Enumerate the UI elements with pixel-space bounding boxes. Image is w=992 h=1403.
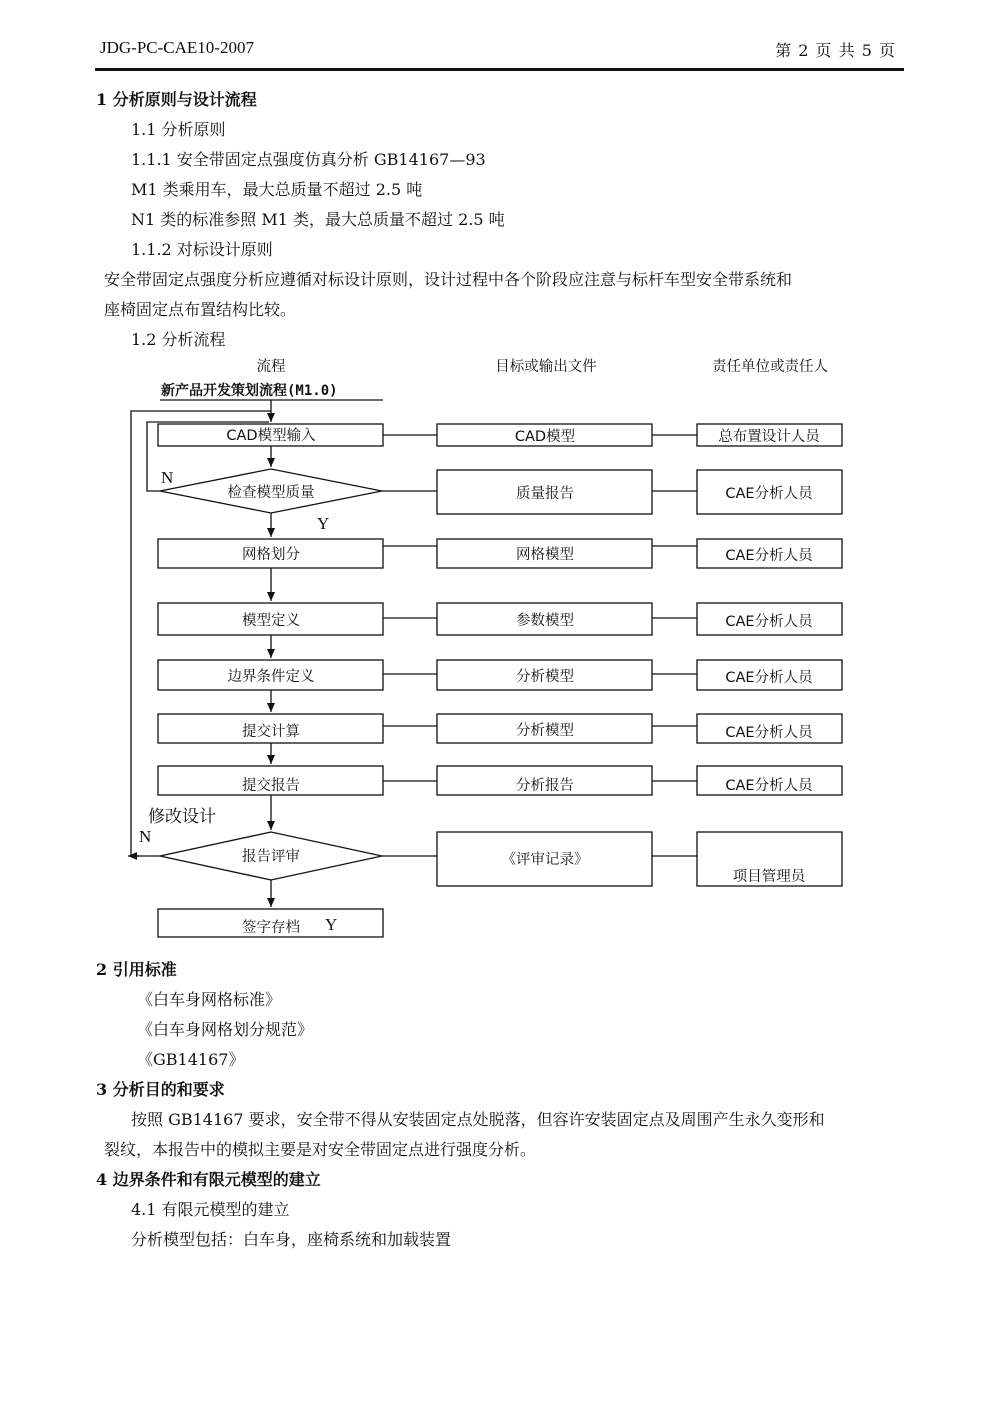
- reference-2: 《白车身网格划分规范》: [137, 1020, 314, 1039]
- header-rule: [95, 68, 904, 71]
- section-2-title: 2 引用标准: [96, 960, 177, 979]
- owner-step-6: CAE分析人员: [725, 725, 813, 741]
- process-step-5: 边界条件定义: [227, 669, 315, 685]
- col-header-output: 目标或输出文件: [495, 359, 597, 375]
- section-4-1: 4.1 有限元模型的建立: [131, 1200, 290, 1219]
- n1-line: N1 类的标准参照 M1 类，最大总质量不超过 2.5 吨: [131, 210, 505, 229]
- output-step-3: 网格模型: [516, 547, 574, 563]
- paragraph-4: 分析模型包括：白车身，座椅系统和加载装置: [131, 1230, 452, 1249]
- owner-step-7: CAE分析人员: [725, 778, 813, 794]
- doc-id: JDG-PC-CAE10-2007: [100, 38, 254, 57]
- process-step-1: CAD模型输入: [226, 428, 316, 444]
- owner-step-5: CAE分析人员: [725, 670, 813, 686]
- reference-3: 《GB14167》: [137, 1050, 245, 1069]
- m1-line: M1 类乘用车，最大总质量不超过 2.5 吨: [131, 180, 423, 199]
- yes-label-check: Y: [317, 514, 330, 533]
- no-label-review: N: [139, 827, 152, 846]
- process-step-6: 提交计算: [242, 724, 300, 740]
- col-header-owner: 责任单位或责任人: [712, 359, 828, 375]
- section-4-title: 4 边界条件和有限元模型的建立: [96, 1170, 321, 1189]
- yes-label-review: Y: [325, 915, 338, 934]
- section-1-1-2: 1.1.2 对标设计原则: [131, 240, 273, 259]
- section-1-title: 1 分析原则与设计流程: [96, 90, 257, 109]
- flowchart: [0, 350, 992, 950]
- owner-step-4: CAE分析人员: [725, 614, 813, 630]
- section-1-2: 1.2 分析流程: [131, 330, 226, 349]
- paragraph-1-line-a: 安全带固定点强度分析应遵循对标设计原则，设计过程中各个阶段应注意与标杆车型安全带系统和: [104, 270, 793, 289]
- page-number: 第 2 页 共 5 页: [775, 41, 896, 60]
- owner-step-8: 项目管理员: [732, 869, 806, 885]
- process-step-2: 检查模型质量: [227, 485, 315, 501]
- owner-step-1: 总布置设计人员: [718, 429, 820, 445]
- owner-step-3: CAE分析人员: [725, 548, 813, 564]
- start-label: 新产品开发策划流程(M1.0): [161, 383, 338, 399]
- col-header-process: 流程: [256, 359, 286, 375]
- output-step-8: 《评审记录》: [501, 852, 589, 868]
- process-step-3: 网格划分: [242, 547, 300, 563]
- revise-label: 修改设计: [148, 807, 216, 827]
- output-step-6: 分析模型: [516, 723, 574, 739]
- process-step-8: 报告评审: [242, 849, 300, 865]
- paragraph-1-line-b: 座椅固定点布置结构比较。: [104, 300, 297, 319]
- output-step-1: CAD模型: [514, 429, 576, 445]
- output-step-7: 分析报告: [516, 778, 574, 794]
- paragraph-3-line-a: 按照 GB14167 要求，安全带不得从安装固定点处脱落，但容许安装固定点及周围产生永久变形和: [131, 1110, 825, 1129]
- owner-step-2: CAE分析人员: [725, 486, 813, 502]
- section-1-1: 1.1 分析原则: [131, 120, 226, 139]
- output-step-5: 分析模型: [516, 669, 574, 685]
- section-3-title: 3 分析目的和要求: [96, 1080, 225, 1099]
- process-step-4: 模型定义: [242, 613, 300, 629]
- section-1-1-1: 1.1.1 安全带固定点强度仿真分析 GB14167—93: [131, 150, 486, 169]
- no-label-check: N: [161, 468, 174, 487]
- process-step-7: 提交报告: [242, 778, 300, 794]
- output-step-4: 参数模型: [516, 613, 574, 629]
- process-step-9: 签字存档: [242, 920, 300, 936]
- reference-1: 《白车身网格标准》: [137, 990, 282, 1009]
- output-step-2: 质量报告: [516, 486, 574, 502]
- paragraph-3-line-b: 裂纹，本报告中的模拟主要是对安全带固定点进行强度分析。: [104, 1140, 537, 1159]
